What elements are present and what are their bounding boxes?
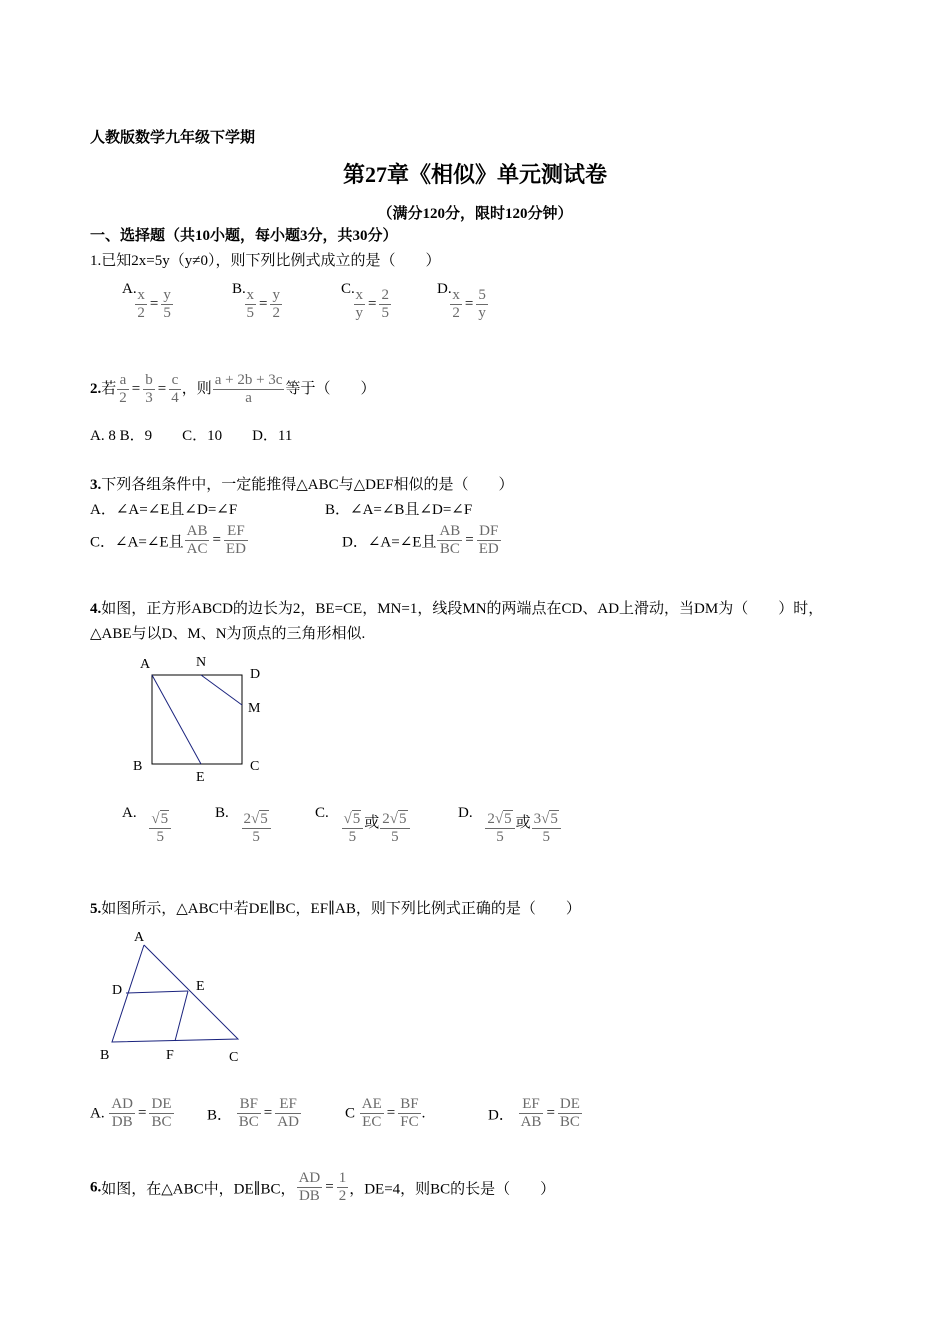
q4-option[interactable] — [315, 805, 411, 847]
label-b: B — [100, 1048, 110, 1063]
q3-d-frac1-num: AB — [437, 523, 462, 541]
q2-frac — [117, 372, 129, 408]
q5-text: 如图所示，△ABC中若DE∥BC，EF∥AB，则下列比例式正确的是（ ） — [101, 901, 581, 917]
q5-right-frac-num: DE — [149, 1096, 173, 1114]
q5-left-frac-num: BF — [237, 1096, 261, 1114]
q4-line2: △ABE与以D、M、N为顶点的三角形相似. — [90, 626, 366, 642]
option-label: B. — [232, 281, 246, 297]
q5-stem — [90, 897, 581, 918]
q5-right-frac-num: EF — [275, 1096, 301, 1114]
q1-right-frac — [161, 287, 173, 323]
label-c: C — [229, 1050, 239, 1065]
label-f: F — [166, 1048, 174, 1063]
q5-right-frac-den: BC — [559, 1114, 580, 1131]
q5-left-frac — [519, 1096, 544, 1132]
q6-frac1-num: AD — [297, 1170, 323, 1188]
q2-number: 2. — [90, 381, 102, 398]
q2-frac-num: a — [117, 372, 129, 390]
q2-mid: ，则 — [181, 381, 212, 398]
q5-number: 5. — [90, 901, 102, 917]
label-b: B — [133, 759, 143, 774]
q1-option[interactable]: A. $\frac{x}{2}$ = $\frac{y}{5}$ — [122, 281, 171, 322]
option-label: D． — [488, 1107, 514, 1124]
q6-pre: 如图，在△ABC中，DE∥BC， — [101, 1181, 296, 1198]
q3-number: 3. — [90, 477, 102, 493]
q3-d-frac2-den: ED — [478, 541, 499, 558]
q4-frac-b-den: 5 — [542, 829, 550, 846]
option-label: A. — [122, 281, 137, 297]
label-c: C — [250, 759, 260, 774]
label-e: E — [196, 770, 205, 785]
q3-c-frac2-num: EF — [224, 523, 248, 541]
q3-c-label: C．∠A=∠E且 — [90, 534, 184, 551]
q6-stem: 6.如图，在△ABC中，DE∥BC， $\frac{AD}{DB}$ = $\frac{1}{2}$ ，DE=4，则BC的长是（ ） — [90, 1170, 556, 1205]
option-label: D. — [437, 281, 452, 297]
option-label: C — [345, 1105, 356, 1122]
q1-option[interactable]: D. $\frac{x}{2}$ = $\frac{5}{y}$ — [437, 281, 486, 322]
q1-right-frac — [270, 287, 282, 323]
option-label: A. — [122, 805, 137, 821]
q1-left-frac — [135, 287, 147, 323]
q5-left-frac-den: AB — [520, 1114, 542, 1131]
page-title: 第27章《相似》单元测试卷 — [342, 162, 607, 187]
q4-frac-a-coef: 2 — [243, 811, 252, 827]
q2-frac-den: 2 — [119, 390, 127, 407]
q3-d-frac2-num: DF — [477, 523, 501, 541]
q5-left-frac-num: AD — [109, 1096, 135, 1114]
label-e: E — [196, 979, 205, 994]
q6-number: 6. — [90, 1179, 102, 1196]
q3-option-d: D．∠A=∠E且 $\frac{AB}{BC}$ = $\frac{DF}{ED}$ — [342, 523, 499, 558]
q6-frac2-num: 1 — [337, 1170, 349, 1188]
q4-or: 或 — [364, 815, 380, 831]
q3-text: 下列各组条件中，一定能推得△ABC与△DEF相似的是（ ） — [101, 477, 514, 493]
q4-option[interactable] — [458, 805, 562, 847]
q2-ratio-fracs: $\frac{a}{2}$ = $\frac{b}{3}$ = $\frac{c}{4}$ — [119, 372, 179, 407]
option-label: C. — [341, 281, 355, 297]
q4-square-figure — [120, 648, 280, 788]
q3-d-frac1-den: BC — [439, 541, 460, 558]
q5-option[interactable]: C $\frac{AE}{EC}$ = $\frac{BF}{FC}$ . — [345, 1096, 426, 1131]
q4-or: 或 — [515, 815, 531, 831]
option-label: B． — [207, 1107, 233, 1124]
q4-frac-a-den: 5 — [348, 829, 357, 846]
q2-frac-num: b — [143, 372, 155, 390]
q5-right-frac-num: BF — [398, 1096, 420, 1114]
q6-frac1-den: DB — [298, 1188, 320, 1205]
q1-right-frac-num: 2 — [379, 287, 391, 305]
q4-frac-a-coef: 2 — [487, 811, 495, 827]
section-heading: 一、选择题（共10小题，每小题3分，共30分） — [90, 228, 398, 244]
option-label: B. — [215, 805, 229, 821]
q1-left-frac — [450, 287, 462, 323]
q5-right-frac-den: FC — [400, 1114, 419, 1131]
q4-line1 — [90, 597, 823, 618]
q4-option[interactable] — [122, 805, 172, 847]
q1-stem: 1.已知2x=5y（y≠0），则下列比例式成立的是（ ） — [90, 253, 441, 269]
q5-option[interactable]: A. $\frac{AD}{DB}$ = $\frac{DE}{BC}$ — [90, 1096, 172, 1131]
q2-stem — [90, 372, 375, 408]
q3-c-frac2-den: ED — [225, 541, 246, 558]
option-label: C. — [315, 805, 329, 821]
q1-left-frac — [245, 287, 257, 323]
q2-frac-den: 4 — [171, 390, 179, 407]
q5-right-frac — [275, 1096, 301, 1132]
q4-frac-a: $\frac{2√5}{5}$ — [242, 811, 271, 847]
q1-option[interactable]: B. $\frac{x}{5}$ = $\frac{y}{2}$ — [232, 281, 280, 322]
q1-left-frac-den: 2 — [137, 305, 145, 322]
q5-right-frac — [149, 1096, 173, 1132]
q5-right-frac-num: DE — [558, 1096, 582, 1114]
q1-option[interactable]: C. $\frac{x}{y}$ = $\frac{2}{5}$ — [341, 281, 389, 322]
q1-left-frac-num: x — [450, 287, 462, 305]
q4-frac-a-den: 5 — [496, 829, 504, 846]
q5-left-frac-num: AE — [360, 1096, 384, 1114]
q6-frac2-den: 2 — [338, 1188, 347, 1205]
q2-expr-den: a — [245, 390, 252, 407]
q1-left-frac-num: x — [135, 287, 147, 305]
q5-left-frac — [360, 1096, 384, 1132]
q1-right-frac-den: 2 — [272, 305, 280, 322]
q3-d-label: D．∠A=∠E且 — [342, 534, 437, 551]
q3-c-frac1-den: AC — [186, 541, 208, 558]
page-subtitle: （满分120分，限时120分钟） — [377, 206, 573, 222]
q1-right-frac — [379, 287, 391, 323]
q4-option[interactable] — [215, 805, 272, 847]
q1-left-frac-num: x — [245, 287, 257, 305]
q5-tail: . — [421, 1105, 426, 1122]
label-m: M — [248, 701, 261, 716]
label-a: A — [134, 930, 145, 945]
q1-right-frac-den: y — [478, 305, 486, 322]
option-label: A. — [90, 1105, 105, 1122]
q5-left-frac-num: EF — [519, 1096, 544, 1114]
q4-frac-a-radicand: 5 — [160, 811, 169, 827]
q5-left-frac — [237, 1096, 261, 1132]
q3-option-b: B．∠A=∠B且∠D=∠F — [325, 502, 473, 518]
q5-triangle-figure — [92, 922, 262, 1067]
q5-right-frac-den: AD — [277, 1114, 299, 1131]
q5-left-frac-den: BC — [238, 1114, 259, 1131]
q5-option[interactable]: B． $\frac{BF}{BC}$ = $\frac{EF}{AD}$ — [207, 1096, 299, 1131]
q1-left-frac-den: y — [355, 305, 364, 322]
label-n: N — [196, 655, 207, 670]
q1-right-frac-num: y — [161, 287, 173, 305]
q3-stem — [90, 473, 514, 494]
q5-right-frac-den: BC — [151, 1114, 172, 1131]
q4-frac-a-radicand: 5 — [352, 811, 361, 827]
q4-frac-a-radicand: 5 — [504, 811, 512, 827]
q4-frac-a: $\frac{2√5}{5}$ — [485, 811, 514, 847]
q2-expression — [213, 372, 285, 408]
q2-frac — [169, 372, 181, 408]
q3-option-a: A．∠A=∠E且∠D=∠F — [90, 502, 238, 518]
label-a: A — [140, 657, 151, 672]
q4-frac-b-coef: 3 — [533, 811, 542, 827]
q5-right-frac — [558, 1096, 582, 1132]
q1-left-frac — [354, 287, 366, 323]
q4-frac-b: $\frac{2√5}{5}$ — [380, 811, 409, 847]
q1-right-frac-den: 5 — [381, 305, 389, 322]
q4-frac-b-radicand: 5 — [550, 811, 558, 827]
q2-expr-num: a + 2b + 3c — [213, 372, 285, 390]
q4-frac-a-den: 5 — [156, 829, 164, 846]
q4-frac-a-den: 5 — [252, 829, 260, 846]
q4-frac-a-radicand: 5 — [260, 811, 268, 827]
q1-left-frac-den: 2 — [452, 305, 460, 322]
label-d: D — [112, 983, 123, 998]
q5-option[interactable]: D． $\frac{EF}{AB}$ = $\frac{DE}{BC}$ — [488, 1096, 580, 1131]
q5-left-frac — [109, 1096, 135, 1132]
q4-number: 4. — [90, 601, 102, 617]
q4-text: 如图，正方形ABCD的边长为2，BE=CE，MN=1，线段MN的两端点在CD、AD上滑动，当DM为（ ）时， — [101, 601, 824, 617]
q5-left-frac-den: DB — [111, 1114, 133, 1131]
q5-right-frac — [398, 1096, 420, 1132]
q4-frac-b-coef: 2 — [382, 811, 390, 827]
q4-frac-a: $\frac{√5}{5}$ — [149, 811, 171, 847]
q4-frac-b-den: 5 — [391, 829, 399, 846]
q2-options: A. 8 B．9 C．10 D．11 — [90, 428, 293, 444]
series-label: 人教版数学九年级下学期 — [90, 130, 256, 146]
q2-frac-num: c — [169, 372, 181, 390]
q3-option-c: C．∠A=∠E且 $\frac{AB}{AC}$ = $\frac{EF}{ED}$ — [90, 523, 246, 558]
q1-right-frac-num: y — [270, 287, 282, 305]
q6-post: ，DE=4，则BC的长是（ ） — [349, 1181, 556, 1198]
q2-post: 等于（ ） — [285, 381, 376, 398]
q5-left-frac-den: EC — [362, 1114, 382, 1131]
label-d: D — [250, 667, 261, 682]
q1-right-frac-den: 5 — [163, 305, 171, 322]
q2-frac-den: 3 — [145, 390, 153, 407]
q2-frac — [143, 372, 155, 408]
q4-frac-b: $\frac{3√5}{5}$ — [532, 811, 561, 847]
q4-frac-a: $\frac{√5}{5}$ — [342, 811, 364, 847]
q1-left-frac-num: x — [354, 287, 366, 305]
option-label: D. — [458, 805, 473, 821]
q1-right-frac-num: 5 — [476, 287, 488, 305]
q4-frac-b-radicand: 5 — [399, 811, 407, 827]
q2-pre: 若 — [101, 381, 117, 398]
q1-left-frac-den: 5 — [246, 305, 255, 322]
q3-c-frac1-num: AB — [185, 523, 210, 541]
q1-right-frac — [476, 287, 488, 323]
